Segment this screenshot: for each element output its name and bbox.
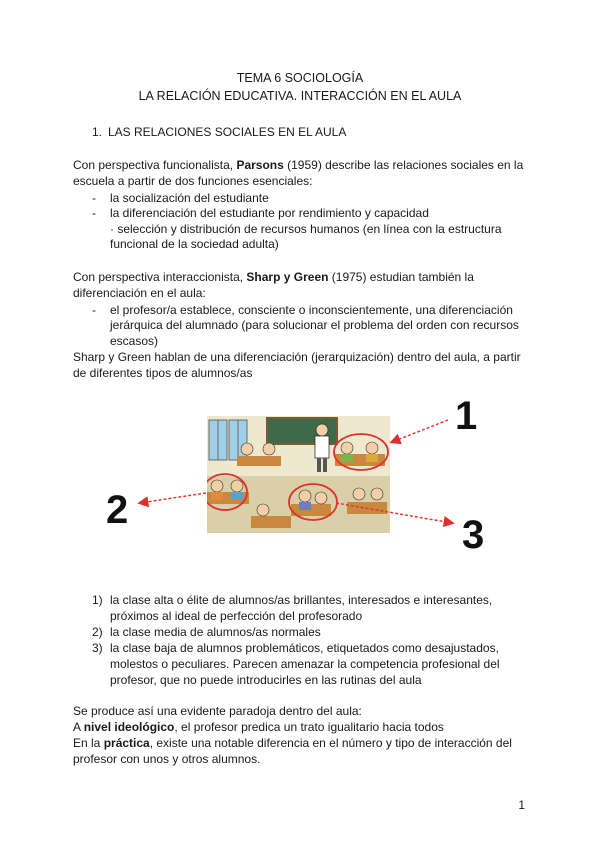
closing-line1: Se produce así una evidente paradoja dentro del aula:: [73, 704, 362, 718]
list-item-3-line1: la clase baja de alumnos problemáticos, etiquetados como desajustados,: [110, 641, 499, 655]
closing-line4: profesor con unos y otros alumnos.: [73, 752, 261, 766]
list-item-1-line1: la clase alta o élite de alumnos/as brillantes, interesados e interesantes,: [110, 593, 493, 607]
bullet-dash: -: [92, 206, 96, 220]
para2-after-line1: Sharp y Green hablan de una diferenciación (jerarquización) dentro del aula, a partir: [73, 350, 521, 364]
bullet-dash: -: [92, 191, 96, 205]
figure-label-2: 2: [106, 488, 129, 532]
list-number: 2): [92, 625, 103, 639]
document-title: TEMA 6 SOCIOLOGÍA: [236, 71, 364, 85]
list-item-1-line2: próximos al ideal de perfección del profesorado: [110, 609, 363, 623]
author-parsons: Parsons: [236, 158, 284, 172]
section-heading: LAS RELACIONES SOCIALES EN EL AULA: [108, 125, 347, 139]
closing-line2: A nivel ideológico, el profesor predica un trato igualitario hacia todos: [73, 720, 444, 734]
figure-label-3: 3: [462, 513, 485, 557]
para1-sub-line1: · selección y distribución de recursos humanos (en línea con la estructura: [110, 222, 502, 236]
bullet-dash: -: [92, 303, 96, 317]
arrow-3: [336, 503, 452, 523]
para2-line1: Con perspectiva interaccionista, Sharp y Green (1975) estudian también la: [73, 270, 474, 284]
closing-line3: En la práctica, existe una notable diferencia en el número y tipo de interacción del: [73, 736, 512, 750]
arrow-2: [140, 493, 206, 503]
figure-label-1: 1: [455, 394, 478, 438]
para2-bullet-line3: escasos): [110, 334, 159, 348]
bold-nivel-ideologico: nivel ideológico: [83, 720, 175, 734]
bold-practica: práctica: [103, 736, 150, 750]
para1-line1: Con perspectiva funcionalista, Parsons (1959) describe las relaciones sociales en la: [73, 158, 524, 172]
section-number: 1.: [92, 125, 103, 139]
list-item-3-line3: profesor, que no puede introducirles en las rutinas del aula: [110, 673, 422, 687]
arrow-1: [392, 420, 448, 442]
para1-sub-line2: funcional de la sociedad adulta): [110, 237, 279, 251]
list-number: 1): [92, 593, 103, 607]
para2-after-line2: de diferentes tipos de alumnos/as: [73, 366, 253, 380]
para2-line2: diferenciación en el aula:: [73, 286, 206, 300]
list-item-2-line1: la clase media de alumnos/as normales: [110, 625, 321, 639]
para2-bullet-line1: el profesor/a establece, consciente o inconscientemente, una diferenciación: [110, 303, 513, 317]
list-item-3-line2: molestos o peculiares. Parecen amenazar la competencia profesional del: [110, 657, 500, 671]
document-subtitle: LA RELACIÓN EDUCATIVA. INTERACCIÓN EN EL AULA: [138, 89, 462, 103]
para1-bullet-2: la diferenciación del estudiante por rendimiento y capacidad: [110, 206, 429, 220]
author-sharp-green: Sharp y Green: [246, 270, 329, 284]
para1-bullet-1: la socialización del estudiante: [110, 191, 269, 205]
list-number: 3): [92, 641, 103, 655]
para1-line2: escuela a partir de dos funciones esenciales:: [73, 174, 313, 188]
para2-bullet-line2: jerárquica del alumnado (para solucionar el problema del orden con recursos: [110, 318, 519, 332]
page-number: 1: [518, 798, 525, 812]
